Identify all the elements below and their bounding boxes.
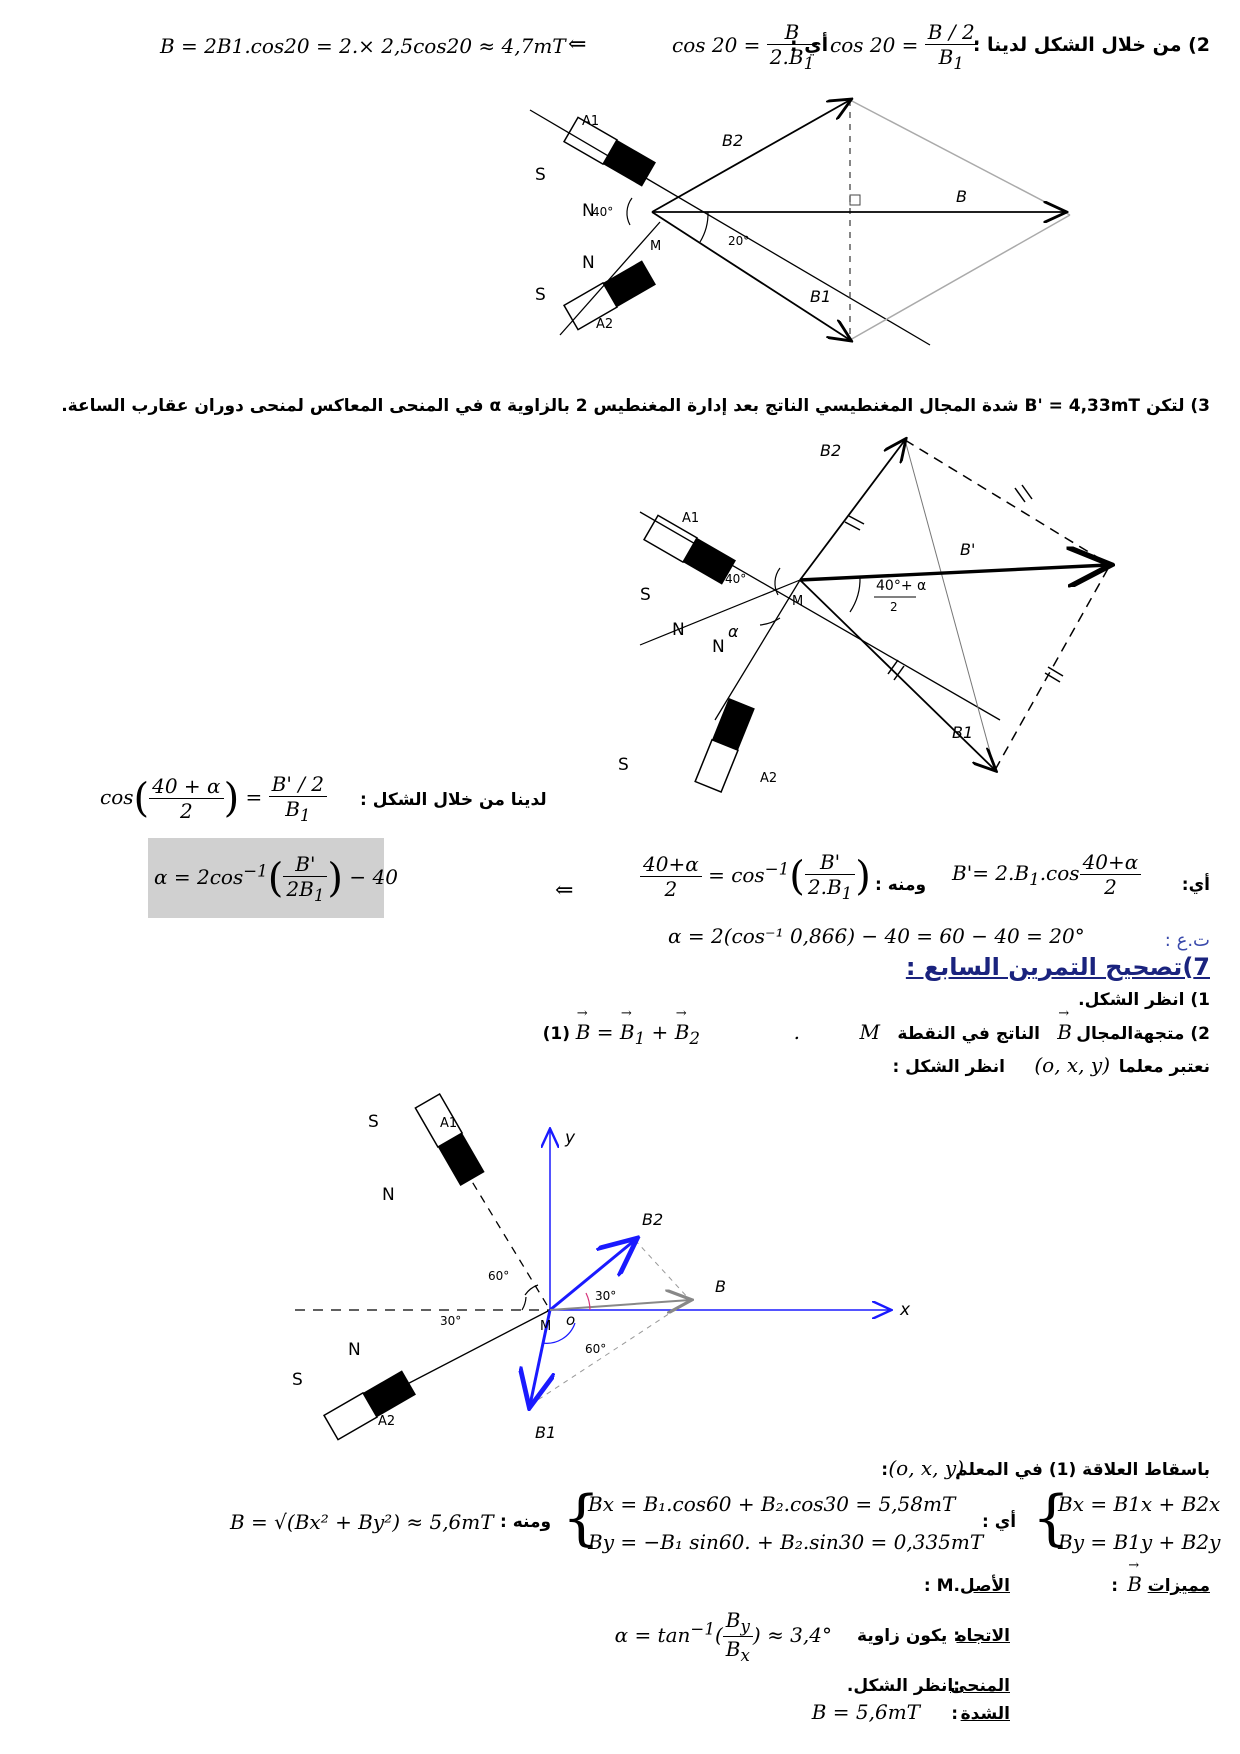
label-x: x bbox=[900, 1300, 911, 1320]
label-a1: A1 bbox=[682, 511, 700, 526]
q2-a: 2) متجهةالمجال bbox=[1076, 1024, 1210, 1044]
label-a60: 60° bbox=[488, 1269, 510, 1283]
q2-b: الناتج في النقطة bbox=[897, 1024, 1040, 1044]
label-b2: B2 bbox=[722, 131, 744, 150]
label-a60b: 60° bbox=[585, 1342, 607, 1356]
label-n1: N bbox=[582, 201, 595, 221]
sense-text: :انظر الشكل. bbox=[846, 1676, 960, 1696]
magnet-a2 bbox=[324, 1370, 416, 1439]
axis-a1 bbox=[465, 1170, 550, 1310]
intro-c: : bbox=[881, 1460, 888, 1480]
mag-colon: : bbox=[951, 1704, 958, 1724]
eq-b-magnitude: B = √(Bx² + By²) ≈ 5,6mT bbox=[230, 1510, 494, 1534]
eq-inverse: $\frac{40+\alpha}{2}$ = $\cos^{-1}$( $\frac{B'}{2.B_1}$ ) bbox=[640, 850, 871, 903]
label-b-prime: B' bbox=[960, 540, 976, 559]
q2-dot: . bbox=[793, 1020, 800, 1044]
vector-b1 bbox=[652, 212, 850, 340]
label-b2: B2 bbox=[820, 441, 842, 460]
label-a1: A1 bbox=[582, 114, 600, 129]
sys1-l2: By = B1y + B2y bbox=[1058, 1530, 1221, 1554]
label-n2: N bbox=[712, 637, 725, 657]
eq-B-result: B = 2B1.cos20 = 2.× 2,5cos20 ≈ 4,7mT bbox=[160, 34, 566, 58]
label-o: o bbox=[566, 1311, 576, 1329]
intro-a: باسقاط العلاقة (1) في المعلم bbox=[955, 1460, 1210, 1480]
label-b2: B2 bbox=[642, 1210, 664, 1229]
figure-3 bbox=[290, 1112, 930, 1445]
char-vec-b: → B bbox=[1127, 1572, 1142, 1596]
from-figure-label: لدينا من خلال الشكل : bbox=[360, 790, 547, 810]
eq-b-prime: $B'= 2.B_1.\cos$ $\frac{40+\alpha}{2}$ bbox=[952, 850, 1141, 899]
diagonal bbox=[905, 440, 995, 770]
ay-1: أي : bbox=[790, 34, 829, 56]
eq-cos-half: cos 20 = $\frac{B / 2}{B_1}$ bbox=[830, 20, 978, 73]
label-alpha: α bbox=[728, 622, 739, 641]
relation-eq: → B = → $B_1$ + → $B_2$ bbox=[576, 1020, 700, 1048]
figure-2 bbox=[620, 430, 1140, 810]
part2-label: 2) من خلال الشكل لدينا : bbox=[972, 34, 1210, 56]
label-s2: S bbox=[535, 285, 546, 305]
label-angle-40: 40° bbox=[592, 205, 614, 219]
para-edge-1 bbox=[905, 440, 1110, 565]
relation-num: (1) bbox=[542, 1024, 570, 1044]
sys1-l1: Bx = B1x + B2x bbox=[1058, 1492, 1221, 1516]
label-n2: N bbox=[348, 1340, 361, 1360]
arc-40 bbox=[627, 198, 632, 225]
ay-2: أي: bbox=[1181, 875, 1210, 895]
label-m: M bbox=[540, 1319, 552, 1334]
frame-b: (o, x, y) bbox=[1034, 1053, 1110, 1077]
implies-2: ⇐ bbox=[555, 878, 574, 903]
arc-30 bbox=[522, 1297, 526, 1310]
axis-a2 bbox=[715, 580, 800, 720]
figure-1 bbox=[530, 90, 1210, 390]
label-m: M bbox=[650, 239, 662, 254]
label-s2: S bbox=[292, 1370, 303, 1390]
construct-1 bbox=[635, 1240, 690, 1300]
char-line-2 bbox=[30, 1606, 1210, 1666]
char-line-3 bbox=[30, 1672, 1210, 1702]
vector-b bbox=[550, 1300, 690, 1310]
projection-intro bbox=[30, 1456, 1210, 1486]
q2-vec-b: → B bbox=[1057, 1020, 1072, 1044]
label-a2: A2 bbox=[596, 317, 614, 332]
brace-2: { bbox=[562, 1483, 601, 1553]
dir-eq: $\alpha = \tan^{-1}$( $\frac{B_y}{B_x}$ ) ≈ 3,4° bbox=[614, 1608, 832, 1665]
label-a1: A1 bbox=[440, 1116, 458, 1131]
label-a2: A2 bbox=[378, 1414, 396, 1429]
wa-minh-2: ومنه : bbox=[500, 1512, 552, 1532]
sys2-l1: Bx = B₁.cos60 + B₂.cos30 = 5,58mT bbox=[588, 1492, 956, 1516]
label-a2: A2 bbox=[760, 771, 778, 786]
vector-b-prime bbox=[800, 565, 1108, 580]
label-angle-40: 40° bbox=[725, 572, 747, 586]
part2-line bbox=[0, 18, 1240, 78]
eq-cos: cos 20 = $\frac{B}{2.B_1}$ bbox=[672, 20, 817, 73]
origin-value: : M. bbox=[923, 1576, 960, 1596]
q2-m: M bbox=[859, 1020, 880, 1044]
label-a30: 30° bbox=[440, 1314, 462, 1328]
label-s1: S bbox=[535, 165, 546, 185]
label-b1: B1 bbox=[535, 1423, 557, 1442]
mag-label: الشدة bbox=[960, 1704, 1010, 1724]
label-b: B bbox=[715, 1277, 726, 1296]
numeric-result: α = 2(cos⁻¹ 0,866) − 40 = 60 − 40 = 20° bbox=[668, 924, 1085, 948]
ay-3: أي : bbox=[982, 1512, 1017, 1532]
para-edge-2 bbox=[995, 565, 1110, 770]
label-m: M bbox=[792, 594, 804, 609]
frame-a: نعتبر معلما bbox=[1118, 1057, 1210, 1077]
label-angle-20: 20° bbox=[728, 234, 750, 248]
vector-b2 bbox=[550, 1240, 635, 1310]
arc-sum bbox=[850, 577, 860, 612]
ex7-title: 7)تصحيح التمرين السابع : bbox=[905, 953, 1210, 981]
label-b1: B1 bbox=[952, 723, 974, 742]
axis-a2 bbox=[390, 1310, 550, 1393]
para-edge-2 bbox=[850, 215, 1070, 340]
origin-label: الأصل bbox=[959, 1576, 1010, 1596]
label-s1: S bbox=[640, 585, 651, 605]
ex7-q2-line bbox=[30, 1020, 1210, 1054]
label-n1: N bbox=[672, 620, 685, 640]
vector-b2 bbox=[652, 100, 850, 212]
dir-text: : يكون زاوية bbox=[857, 1626, 960, 1646]
vector-b2 bbox=[800, 440, 905, 580]
dir-label: الاتجاه bbox=[956, 1626, 1010, 1646]
eq-cos-alpha: cos( $\frac{40 + \alpha}{2}$ ) = $\frac{B' / 2}{B_1}$ bbox=[100, 772, 327, 825]
magnet-a1 bbox=[415, 1094, 484, 1186]
char-line-1 bbox=[30, 1572, 1210, 1602]
right-angle-mark bbox=[850, 195, 860, 205]
label-n1: N bbox=[382, 1185, 395, 1205]
boxed-result bbox=[148, 838, 398, 918]
frame-c: انظر الشكل : bbox=[892, 1057, 1005, 1077]
mag-eq: B = 5,6mT bbox=[811, 1700, 920, 1724]
label-s2: S bbox=[618, 755, 629, 775]
label-b1: B1 bbox=[810, 287, 832, 306]
wa-minh-1: ومنه : bbox=[875, 875, 927, 895]
arc-20 bbox=[700, 212, 708, 242]
brace-1: { bbox=[1032, 1483, 1071, 1553]
label-a30b: 30° bbox=[595, 1289, 617, 1303]
sense-label: المنحى bbox=[950, 1676, 1010, 1696]
label-s1: S bbox=[368, 1112, 379, 1132]
label-angle-sum: 40°+ α bbox=[876, 578, 927, 594]
ex7-frame-line bbox=[30, 1053, 1210, 1087]
char-line-4 bbox=[30, 1700, 1210, 1730]
label-b: B bbox=[956, 187, 967, 206]
intro-b: (o, x, y) bbox=[888, 1456, 964, 1480]
magnet-a2 bbox=[695, 698, 755, 792]
boxed-eq: $\alpha = 2\cos^{-1}$( $\frac{B'}{2B_1}$ ) − 40 bbox=[154, 852, 398, 905]
char-colon: : bbox=[1111, 1576, 1118, 1596]
part3-text: 3) لتكن B' = 4,33mT شدة المجال المغنطيسي الناتج بعد إدارة المغنطيس 2 بالزاوية α في المنحى المعاكس لمنحى دوران عقارب الساعة. bbox=[61, 396, 1210, 416]
label-two: 2 bbox=[890, 600, 898, 614]
ex7-q1: 1) انظر الشكل. bbox=[1078, 990, 1210, 1010]
char-title: مميزات bbox=[1147, 1576, 1210, 1596]
projection-systems bbox=[0, 1483, 1240, 1566]
label-n2: N bbox=[582, 253, 595, 273]
axis-a1 bbox=[640, 512, 1000, 720]
sys2-l2: By = −B₁ sin60. + B₂.sin30 = 0,335mT bbox=[588, 1530, 984, 1554]
ta-ain: ت.ع : bbox=[1164, 930, 1210, 951]
implies-1: ⇐ bbox=[568, 32, 587, 57]
label-y: y bbox=[565, 1128, 576, 1148]
construct-2 bbox=[530, 1300, 690, 1405]
